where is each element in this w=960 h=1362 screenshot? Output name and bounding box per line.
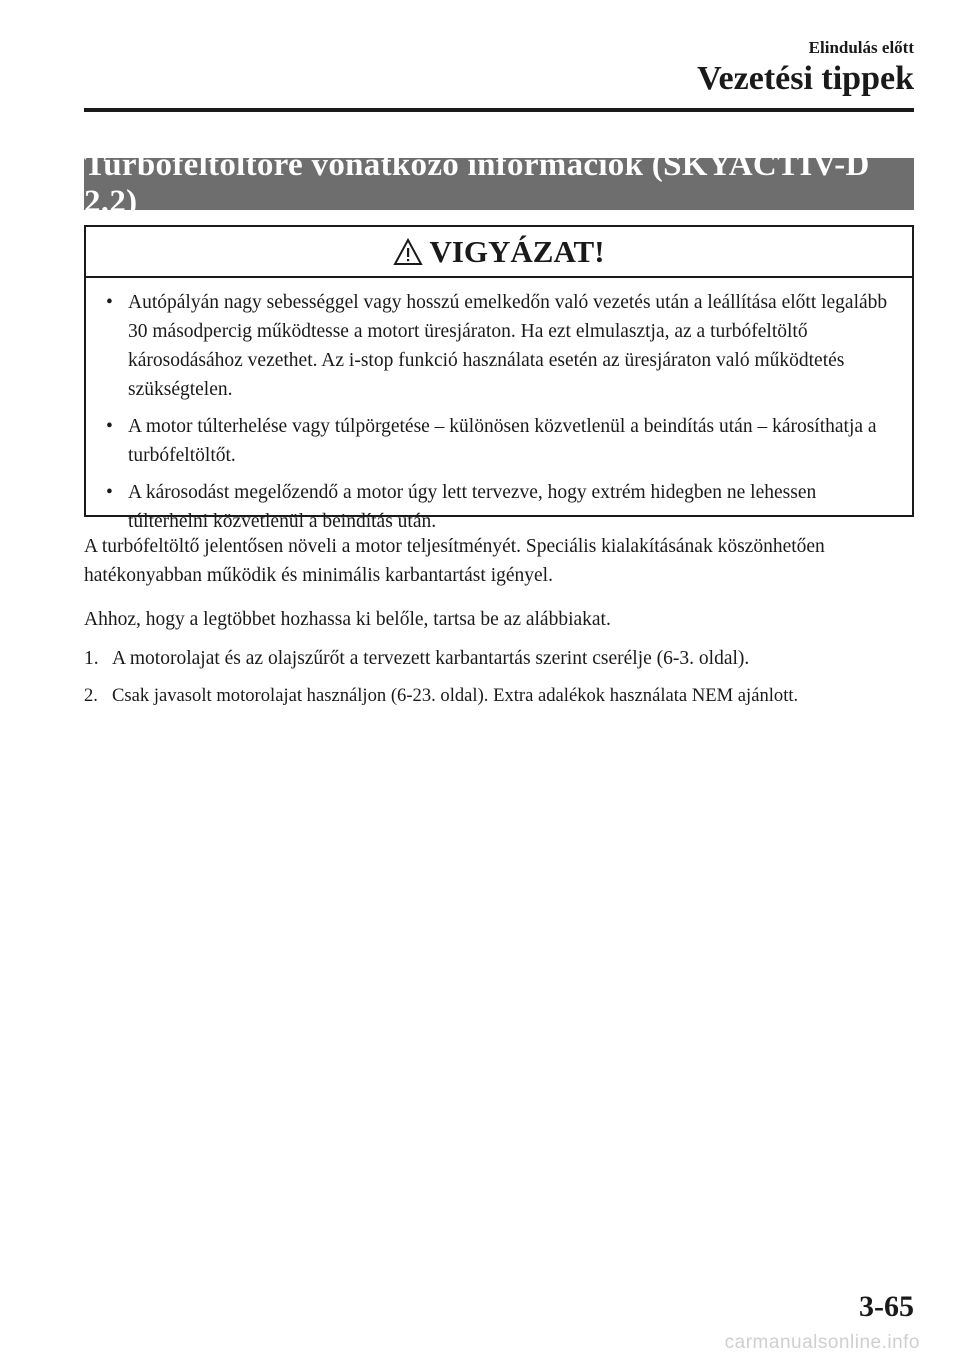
warning-box bbox=[84, 225, 914, 532]
step-text: A motorolajat és az olajszűrőt a tervezett karbantartás szerint cserélje (6-3. oldal). bbox=[112, 648, 750, 669]
step-number: 1. bbox=[84, 648, 99, 669]
step-text: Csak javasolt motorolajat használjon (6-23. oldal). Extra adalékok használata NEM ajánlott. bbox=[112, 685, 799, 706]
step-item bbox=[84, 681, 930, 710]
page-number: 3-65 bbox=[859, 1290, 914, 1323]
warning-title: VIGYÁZAT! bbox=[429, 233, 605, 269]
instructions-lead: Ahhoz, hogy a legtöbbet hozhassa ki belőle, tartsa be az alábbiakat. bbox=[84, 609, 611, 630]
section-header: Vezetési tippek bbox=[697, 60, 914, 97]
warning-item: • A motor túlterhelése vagy túlpörgetése – különösen közvetlenül a beindítás után – károsíthatja a turbófeltöltőt. bbox=[106, 412, 892, 470]
header-divider bbox=[84, 108, 914, 112]
warning-header bbox=[86, 227, 912, 278]
watermark: carmanualsonline.info bbox=[724, 1332, 920, 1353]
section-title-banner bbox=[84, 147, 914, 220]
section-title: Turbófeltöltőre vonatkozó információk (SKYACTIV-D 2.2) bbox=[84, 147, 870, 220]
step-item bbox=[84, 644, 930, 673]
chapter-title: Elindulás előtt bbox=[808, 38, 914, 57]
warning-list bbox=[86, 278, 912, 536]
intro-paragraph: A turbófeltöltő jelentősen növeli a motor teljesítményét. Speciális kialakításának köszönhetően hatékonyabban működik és minimális karbantartást igényel. bbox=[84, 536, 825, 586]
warning-triangle-icon bbox=[393, 238, 423, 266]
step-number: 2. bbox=[84, 685, 98, 706]
warning-item: • A károsodást megelőzendő a motor úgy lett tervezve, hogy extrém hidegben ne lehessen túlterhelni közvetlenül a beindítás után. bbox=[106, 478, 892, 536]
warning-item: • Autópályán nagy sebességgel vagy hosszú emelkedőn való vezetés után a leállítása előtt legalább 30 másodpercig működtesse a motort üresjáraton. Ha ezt elmulasztja, az a turbófeltöltő károsodásához vezethet. Az i-stop funkció használata esetén az üresjáraton való működtetés szükségtelen. bbox=[106, 288, 892, 404]
